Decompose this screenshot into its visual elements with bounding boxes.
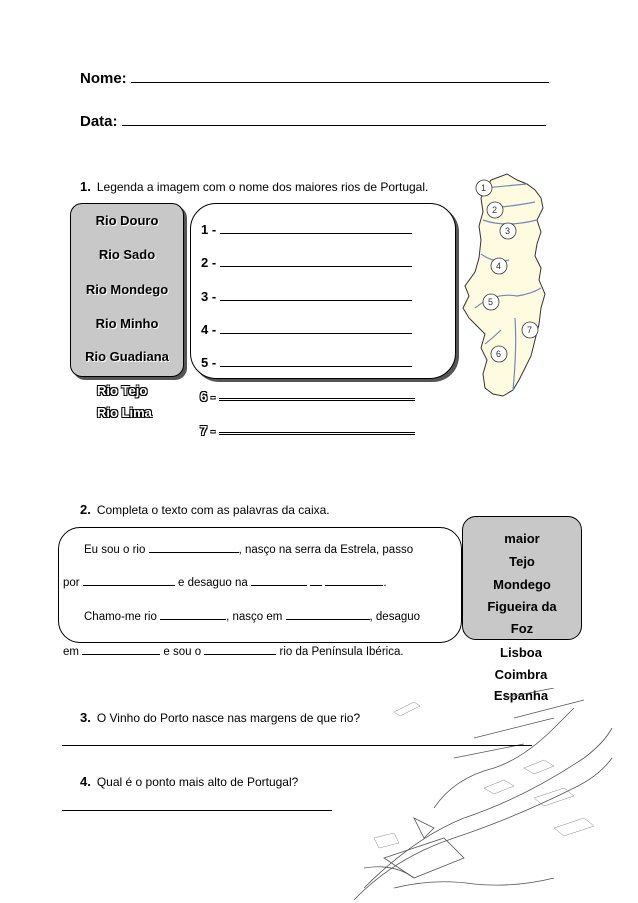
question-1 [80,179,428,194]
answer-field[interactable] [220,355,412,367]
question-4-answer-line[interactable] [62,810,332,811]
river-option: Rio Mondego [85,282,169,297]
cloze-line-3 [84,609,420,623]
answer-row [201,255,412,270]
word-bank-item: Coimbra [494,667,548,682]
cloze-blank[interactable] [325,575,383,586]
river-option-outline: Rio Lima [97,405,152,420]
answer-row-7 [200,421,415,440]
cloze-blank[interactable] [83,575,175,586]
answers-box [190,203,456,379]
cloze-text: e sou o [163,646,202,658]
river-city-illustration [354,688,614,900]
answer-number: 5 - [201,355,217,370]
word-bank-item: Figueira da [487,599,557,614]
answer-number: 1 - [201,222,217,237]
river-option: Rio Minho [95,316,159,331]
word-bank-item: Espanha [493,688,549,703]
date-field[interactable] [122,111,546,126]
answer-number: 4 - [201,322,217,337]
word-bank-item: maior [504,531,540,546]
river-option: Rio Guadiana [85,349,169,364]
cloze-blank[interactable] [82,644,160,655]
name-row [80,68,549,87]
question-4-number: 4. [80,774,91,789]
answer-field[interactable] [219,421,415,435]
answer-row [201,222,412,237]
word-bank-item: Foz [510,621,534,636]
answer-field[interactable] [219,387,415,401]
question-2-text: Completa o texto com as palavras da caixa. [96,503,330,517]
cloze-text: Eu sou o rio [84,544,146,556]
cloze-text: rio da Península Ibérica. [279,646,404,658]
word-bank-box [462,516,582,640]
rivers-box [70,203,184,377]
answer-field[interactable] [220,255,412,267]
answer-row [201,355,412,370]
portugal-map [455,168,555,408]
answer-field[interactable] [220,322,412,334]
map-marker-label: 3 [505,226,511,236]
answer-number: 2 - [201,255,217,270]
date-label: Data: [80,113,118,130]
map-marker-label: 2 [492,205,498,215]
map-marker-label: 5 [488,297,494,307]
word-bank-item: Lisboa [500,645,542,660]
question-1-number: 1. [80,179,91,194]
river-option-outline: Rio Tejo [97,383,148,398]
cloze-text: Chamo-me rio [84,611,157,623]
cloze-text: em [63,646,79,658]
cloze-text: , desaguo [369,611,421,623]
question-2-number: 2. [80,502,91,517]
cloze-blank[interactable] [286,609,370,620]
river-option: Rio Sado [98,247,156,262]
question-1-text: Legenda a imagem com o nome dos maiores rios de Portugal. [96,180,429,194]
map-marker-label: 6 [496,349,502,359]
cloze-line-1 [84,542,413,556]
question-3 [80,710,360,725]
map-marker-label: 7 [527,325,533,335]
cloze-line-4 [63,644,404,658]
question-4 [80,774,298,789]
cloze-blank[interactable] [310,575,322,586]
cloze-text: e desaguo na [178,577,248,589]
question-3-text: O Vinho do Porto nasce nas margens de que rio? [96,711,361,725]
answer-row [201,322,412,337]
cloze-blank[interactable] [149,542,239,553]
answer-number: 6 - [200,389,216,404]
river-option: Rio Douro [95,213,159,228]
cloze-blank[interactable] [160,609,226,620]
cloze-text: . [383,577,387,589]
map-marker-label: 4 [496,261,502,271]
question-4-text: Qual é o ponto mais alto de Portugal? [96,775,299,789]
question-3-answer-line[interactable] [62,745,532,746]
answer-number: 3 - [201,289,217,304]
cloze-text: , nasço em [226,611,283,623]
answer-row [201,289,412,304]
cloze-blank[interactable] [204,644,276,655]
date-row [80,111,546,130]
answer-field[interactable] [220,222,412,234]
name-label: Nome: [80,70,127,87]
answer-number: 7 - [200,423,216,438]
question-3-number: 3. [80,710,91,725]
word-bank-item: Mondego [493,577,551,592]
cloze-blank[interactable] [251,575,307,586]
word-bank-item: Tejo [509,554,535,569]
cloze-text: por [63,577,80,589]
answer-row-6 [200,387,415,406]
question-2 [80,502,330,517]
cloze-line-2 [63,575,387,589]
cloze-text: , nasço na serra da Estrela, passo [238,544,414,556]
name-field[interactable] [131,68,549,83]
map-marker-label: 1 [481,183,487,193]
answer-field[interactable] [220,289,412,301]
